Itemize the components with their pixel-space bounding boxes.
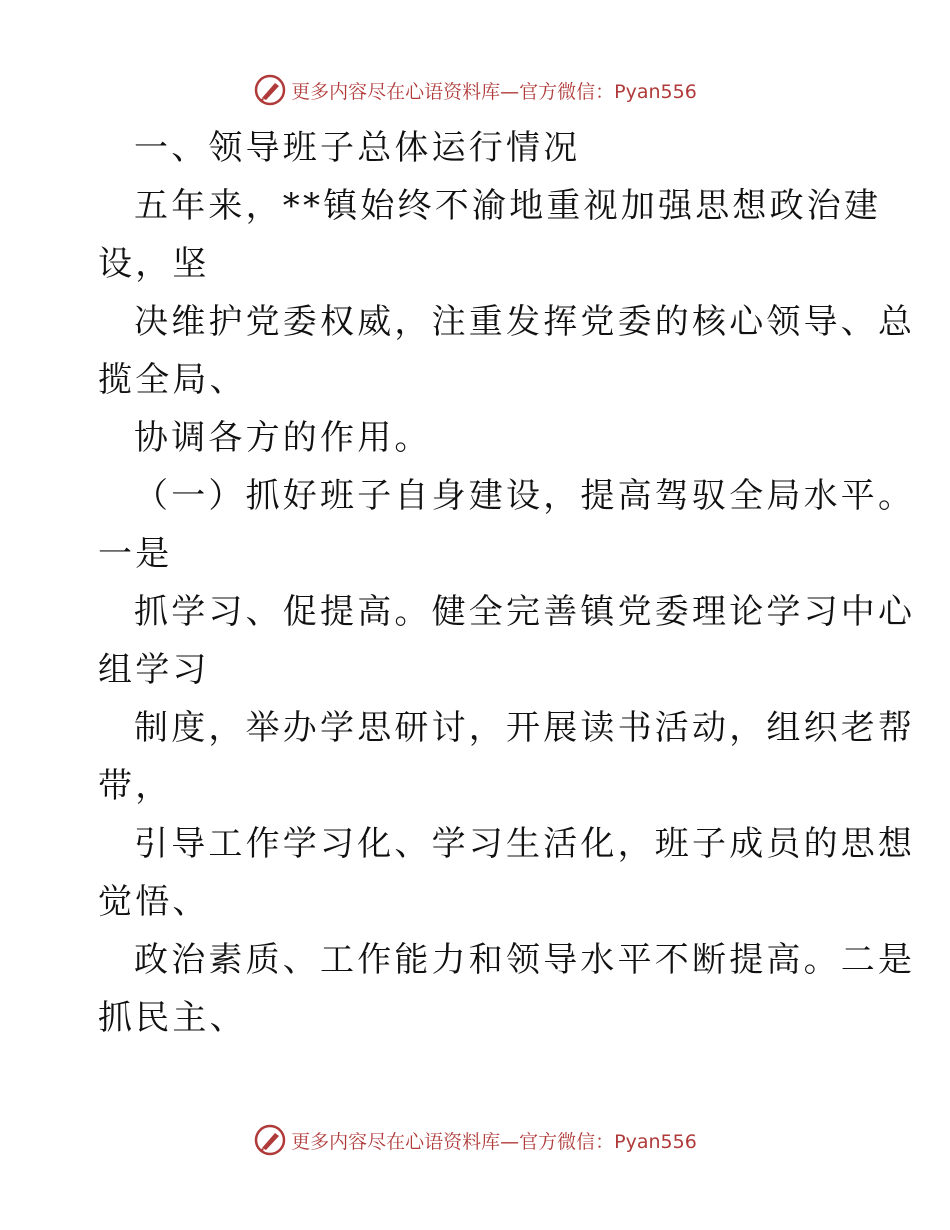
header-watermark bbox=[0, 70, 950, 110]
pen-logo-icon bbox=[253, 1123, 287, 1157]
subsection-heading: （一）抓好班子自身建设，提高驾驭全局水平。 bbox=[134, 476, 916, 516]
paragraph-line: 一是 bbox=[98, 534, 173, 574]
paragraph-line: 协调各方的作用。 bbox=[134, 418, 432, 458]
paragraph-line: 抓民主、 bbox=[98, 998, 247, 1038]
paragraph-line: 制度，举办学思研讨，开展读书活动，组织老帮 bbox=[134, 708, 916, 748]
paragraph-line: 抓学习、促提高。健全完善镇党委理论学习中心 bbox=[134, 592, 916, 632]
section-heading: 一、领导班子总体运行情况 bbox=[134, 128, 581, 168]
paragraph-line: 设，坚 bbox=[98, 244, 210, 284]
paragraph-line: 觉悟、 bbox=[98, 882, 210, 922]
footer-watermark bbox=[0, 1120, 950, 1160]
watermark-text: 更多内容尽在心语资料库—官方微信：Pyan556 bbox=[291, 1130, 697, 1153]
paragraph-line: 政治素质、工作能力和领导水平不断提高。二是 bbox=[134, 940, 916, 980]
paragraph-line: 带， bbox=[98, 766, 173, 806]
paragraph-line: 决维护党委权威，注重发挥党委的核心领导、总 bbox=[134, 302, 916, 342]
paragraph-line: 五年来，**镇始终不渝地重视加强思想政治建 bbox=[134, 186, 882, 226]
paragraph-line: 组学习 bbox=[98, 650, 210, 690]
paragraph-line: 引导工作学习化、学习生活化，班子成员的思想 bbox=[134, 824, 916, 864]
watermark-text: 更多内容尽在心语资料库—官方微信：Pyan556 bbox=[291, 80, 697, 103]
pen-logo-icon bbox=[253, 73, 287, 107]
paragraph-line: 揽全局、 bbox=[98, 360, 247, 400]
